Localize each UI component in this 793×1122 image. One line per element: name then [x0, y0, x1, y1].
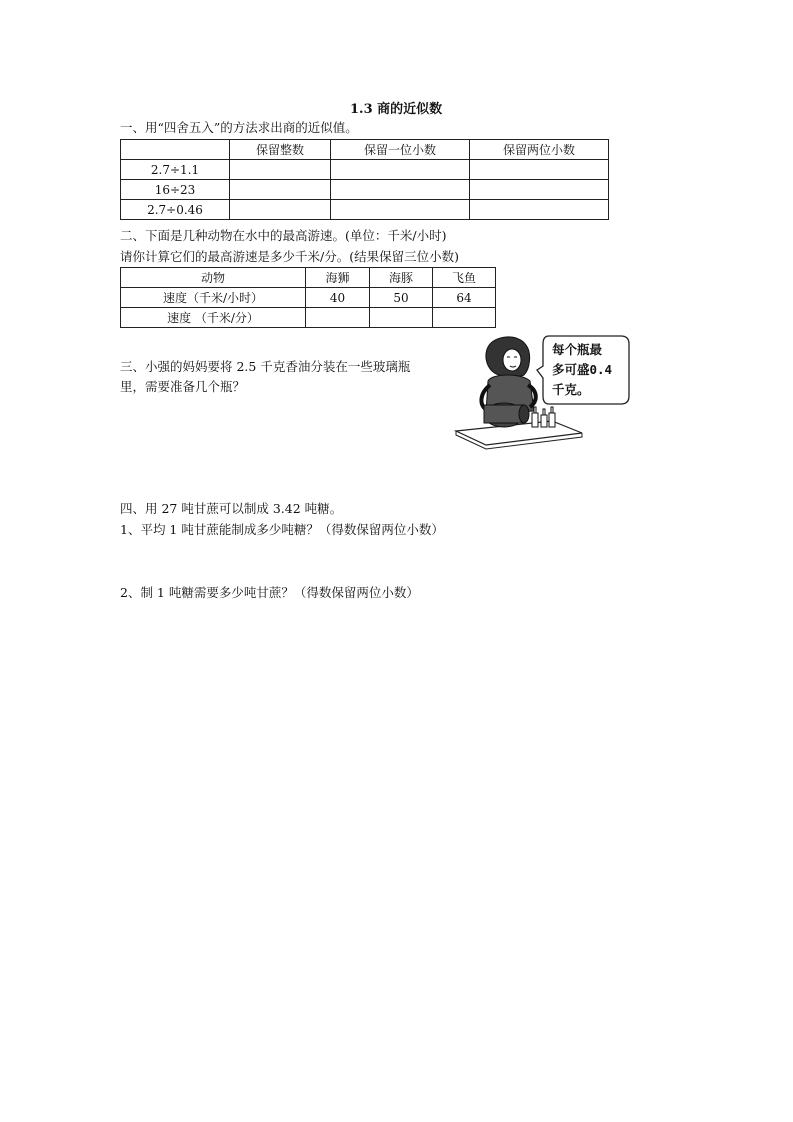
answer-cell[interactable] [470, 180, 609, 200]
bubble-line: 多可盛0.4 [552, 362, 613, 377]
answer-cell[interactable] [370, 308, 433, 328]
table-row [121, 180, 609, 200]
q4-sub2: 2、制 1 吨糖需要多少吨甘蔗？（得数保留两位小数） [120, 585, 419, 600]
q1-header-integer: 保留整数 [230, 140, 331, 160]
q1-header-one-decimal: 保留一位小数 [331, 140, 470, 160]
q1-header-two-decimal: 保留两位小数 [470, 140, 609, 160]
q2-speed-kmh-label: 速度（千米/小时） [121, 288, 306, 308]
q2-speed-value: 50 [370, 288, 433, 308]
q1-table [120, 139, 609, 220]
table-row [121, 200, 609, 220]
q2-speed-kmmin-label: 速度 （千米/分） [121, 308, 306, 328]
answer-cell[interactable] [331, 200, 470, 220]
q3-line2: 里，需要准备几个瓶？ [120, 379, 246, 394]
answer-cell[interactable] [470, 160, 609, 180]
q4-line1: 四、用 27 吨甘蔗可以制成 3.42 吨糖。 [120, 501, 343, 516]
table-row [121, 308, 496, 328]
answer-cell[interactable] [230, 180, 331, 200]
q2-header-dolphin: 海豚 [370, 268, 433, 288]
q1-expression: 2.7÷1.1 [121, 160, 230, 180]
q4-sub1: 1、平均 1 吨甘蔗能制成多少吨糖？（得数保留两位小数） [120, 522, 444, 537]
q1-prompt: 一、用“四舍五入”的方法求出商的近似值。 [120, 120, 358, 135]
answer-cell[interactable] [230, 160, 331, 180]
q1-header-row [121, 140, 609, 160]
speech-bubble-text [552, 340, 612, 400]
table-row [121, 288, 496, 308]
q2-line2: 请你计算它们的最高游速是多少千米/分。(结果保留三位小数) [120, 249, 459, 264]
q2-speed-value: 64 [433, 288, 496, 308]
q2-header-row [121, 268, 496, 288]
q1-expression: 2.7÷0.46 [121, 200, 230, 220]
q3-line1: 三、小强的妈妈要将 2.5 千克香油分装在一些玻璃瓶 [120, 359, 411, 374]
bubble-line: 千克。 [552, 382, 590, 397]
answer-cell[interactable] [306, 308, 370, 328]
q2-header-animal: 动物 [121, 268, 306, 288]
answer-cell[interactable] [331, 160, 470, 180]
bubble-line: 每个瓶最 [552, 342, 603, 357]
q2-header-sea-lion: 海狮 [306, 268, 370, 288]
answer-cell[interactable] [331, 180, 470, 200]
answer-cell[interactable] [230, 200, 331, 220]
answer-cell[interactable] [433, 308, 496, 328]
q2-line1: 二、下面是几种动物在水中的最高游速。(单位：千米/小时) [120, 228, 447, 243]
page-title: 1.3 商的近似数 [350, 102, 443, 117]
q2-header-flying-fish: 飞鱼 [433, 268, 496, 288]
answer-cell[interactable] [470, 200, 609, 220]
q2-speed-value: 40 [306, 288, 370, 308]
q1-expression: 16÷23 [121, 180, 230, 200]
q2-table [120, 267, 496, 328]
q1-header-blank [121, 140, 230, 160]
table-row [121, 160, 609, 180]
